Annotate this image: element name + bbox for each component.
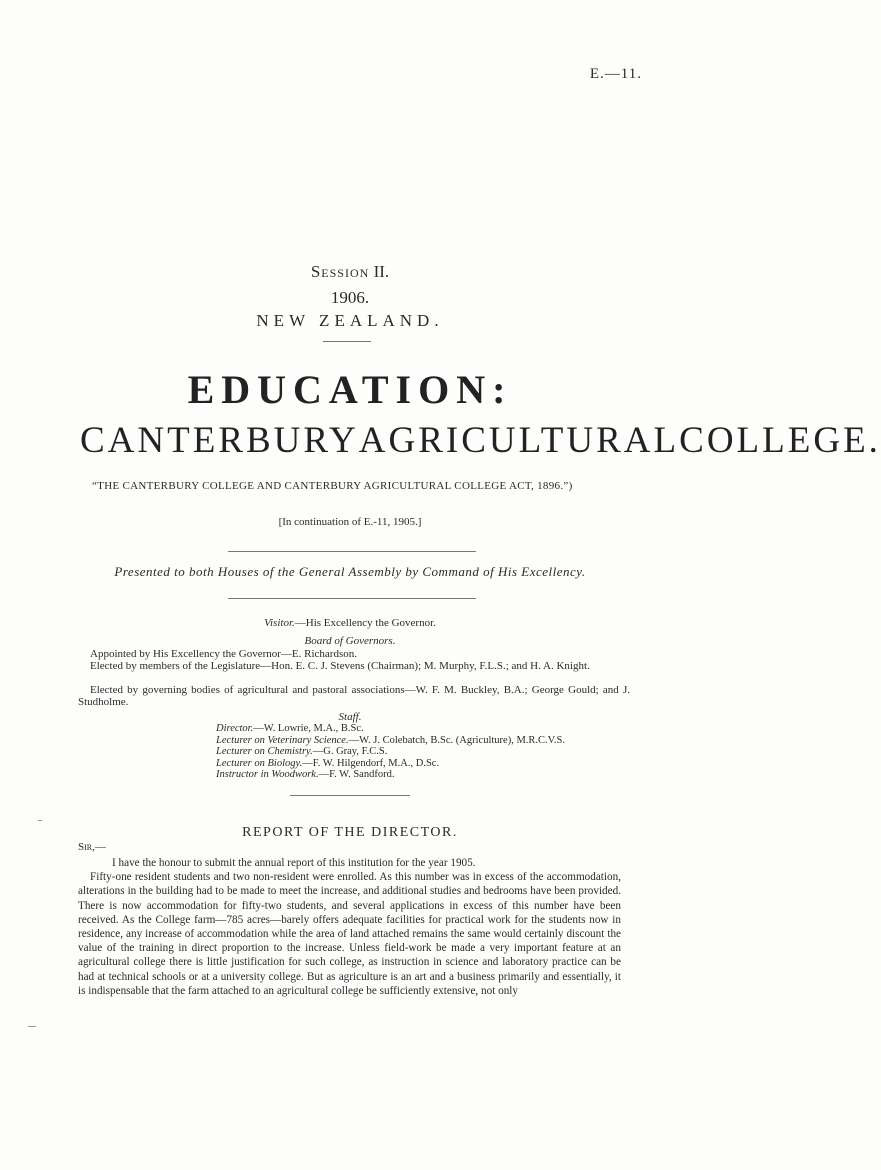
staff-item <box>216 769 565 781</box>
appointed-line: Appointed by His Excellency the Governor—E. Richardson. <box>90 648 357 660</box>
divider <box>323 341 371 342</box>
country: NEW ZEALAND. <box>256 311 444 330</box>
staff-name: —W. J. Colebatch, B.Sc. (Agriculture), M.R.C.V.S. <box>348 734 565 746</box>
session-number: II. <box>373 262 390 281</box>
year: 1906. <box>330 288 370 307</box>
board-heading: Board of Governors. <box>304 635 396 647</box>
staff-item <box>216 746 565 758</box>
staff-item <box>216 723 565 735</box>
divider <box>228 551 476 552</box>
report-paragraph: Fifty-one resident students and two non-resident were enrolled. As this number was in excess of the accommodation, alterations in the building had to be made to meet the increase, and additional studies and bedrooms have been provided. There is now accommodation for fifty-two students, and several applications in excess of this number have been received. As the College farm—785 acres—barely offers adequate facilities for practical work for the students now in residence, any increase of accommodation while the area of land attached remains the same would certainly discount the value of the training in direct proportion to the increase. Unless field-work be made a very important feature at an agricultural college there is little justification for such college, as instruction in science and laboratory practice can be had at technical schools or at a university college. But as agriculture is an art and a business primarily and essentially, it is indispensable that the farm attached to an agricultural college be sufficiently extensive, not only <box>78 871 621 997</box>
session-word: Session <box>310 262 370 281</box>
main-title: EDUCATION: <box>187 367 513 412</box>
staff-name: —G. Gray, F.C.S. <box>312 746 388 757</box>
staff-item <box>216 735 565 747</box>
staff-list <box>216 723 565 781</box>
staff-name: —W. Lowrie, M.A., B.Sc. <box>253 723 364 734</box>
continuation-note: [In continuation of E.-11, 1905.] <box>278 516 422 528</box>
margin-mark <box>28 1026 36 1027</box>
report-title: REPORT OF THE DIRECTOR. <box>242 825 458 840</box>
staff-heading: Staff. <box>338 711 362 723</box>
report-body <box>78 856 621 998</box>
elected-legislature: Elected by members of the Legislature—Hon. E. C. J. Stevens (Chairman); M. Murphy, F.L.S.; and H. A. Knight. <box>90 660 590 672</box>
session-line <box>0 262 700 282</box>
act-line: “THE CANTERBURY COLLEGE AND CANTERBURY AGRICULTURAL COLLEGE ACT, 1896.”) <box>92 480 573 492</box>
divider <box>228 598 476 599</box>
subtitle-word: COLLEGE. <box>679 420 881 461</box>
subtitle-word: AGRICULTURAL <box>358 420 680 461</box>
staff-role: Director. <box>216 723 254 734</box>
staff-item <box>216 758 565 770</box>
staff-name: —F. W. Hilgendorf, M.A., D.Sc. <box>302 757 440 769</box>
subtitle-word: CANTERBURY <box>80 420 359 461</box>
elected-associations: Elected by governing bodies of agricultural and pastoral associations—W. F. M. Buckley, B.A.; George Gould; and J. Studholme. <box>78 684 630 708</box>
staff-role: Instructor in Woodwork. <box>216 769 319 780</box>
visitor-text: —His Excellency the Governor. <box>294 617 436 629</box>
page-reference: E.—11. <box>589 66 642 82</box>
divider <box>290 795 410 796</box>
staff-name: —F. W. Sandford. <box>318 769 395 780</box>
staff-role: Lecturer on Chemistry. <box>216 746 313 757</box>
staff-role: Lecturer on Biology. <box>216 757 303 769</box>
report-paragraph: I have the honour to submit the annual report of this institution for the year 1905. <box>112 857 476 869</box>
subtitle <box>80 419 881 462</box>
visitor-line <box>0 617 700 629</box>
salutation: Sir,— <box>78 841 106 853</box>
presented-line: Presented to both Houses of the General Assembly by Command of His Excellency. <box>114 564 586 579</box>
staff-role: Lecturer on Veterinary Science. <box>216 734 349 746</box>
visitor-label: Visitor. <box>264 617 295 629</box>
margin-mark <box>38 820 42 821</box>
